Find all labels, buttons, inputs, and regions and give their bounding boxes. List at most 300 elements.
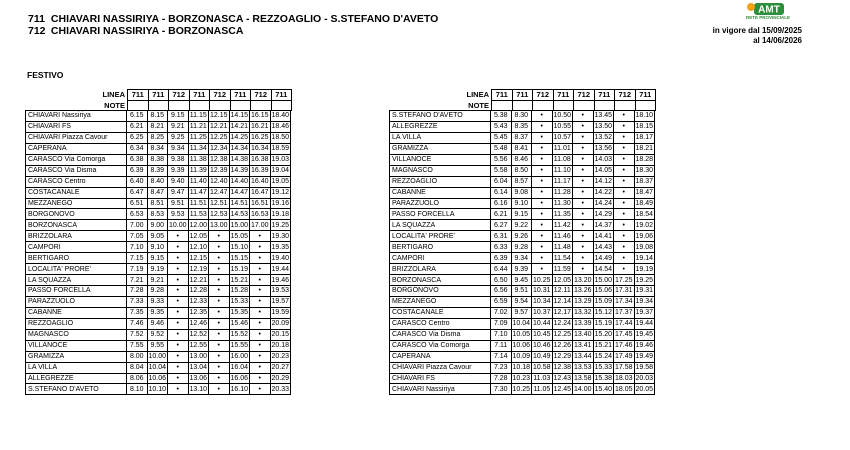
departure-time: • [168,362,189,373]
departure-time: 17.00 [250,221,269,229]
departure-time: 10.00 [168,221,187,229]
departure-time: 18.54 [635,210,654,218]
departure-time: • [573,198,594,209]
departure-time: 15.28 [230,287,249,295]
departure-time: 10.00 [148,353,167,361]
departure-time: • [209,329,230,340]
departure-time: 14.51 [230,199,249,207]
departure-time: 18.03 [614,374,633,382]
departure-time: 7.11 [491,340,512,351]
departure-time: 19.57 [271,298,290,306]
departure-time: 10.34 [532,298,551,306]
departure-time: 9.19 [147,264,168,275]
departure-time: 11.10 [553,167,571,175]
departure-time: 5.58 [491,165,512,176]
departure-time: 16.53 [250,210,269,218]
validity-from: in vigore dal 15/09/2025 [712,26,802,35]
departure-time: 6.16 [491,198,512,209]
departure-time: • [532,143,553,154]
departure-time: 12.45 [553,385,572,393]
departure-time: 12.25 [209,134,228,142]
departure-time: 19.34 [635,298,654,306]
day-type-label: FESTIVO [27,70,64,80]
departure-time: • [614,253,635,264]
validity-period [713,26,802,46]
departure-time: 12.28 [189,287,208,295]
departure-time: 10.05 [512,331,531,339]
departure-time: 9.28 [511,242,532,253]
table-row [26,176,291,187]
departure-time: 14.39 [230,167,249,175]
table-row [390,231,655,242]
departure-time: 8.30 [511,111,532,122]
amt-logo-icon [734,2,802,16]
departure-time: • [168,286,189,297]
stop-name: CHIAVARI Piazza Cavour [26,132,127,143]
departure-time: • [168,296,189,307]
table-row [390,121,655,132]
departure-time: • [532,253,553,264]
table-row [390,264,655,275]
departure-time: • [532,209,553,220]
logo-tagline: RETE PROVINCIALE [745,15,790,20]
departure-time: • [532,165,553,176]
inbound-timetable [389,110,655,395]
departure-time: 15.33 [230,298,249,306]
departure-time: 10.49 [532,353,551,361]
departure-time: 9.10 [511,198,532,209]
departure-time: 11.54 [553,254,571,262]
departure-time: 11.59 [553,265,571,273]
departure-time: • [250,373,271,384]
departure-time: 12.14 [553,298,572,306]
stop-name: BORGONOVO [26,209,127,220]
departure-time: 19.18 [271,210,290,218]
departure-time: • [168,329,189,340]
departure-time: 17.45 [614,331,633,339]
line-code: 711 [492,90,513,101]
departure-time: • [573,132,594,143]
departure-time: 15.05 [230,232,249,240]
departure-time: 11.35 [553,210,571,218]
line-code: 711 [148,90,169,101]
table-row [26,318,291,329]
departure-time: • [209,296,230,307]
departure-time: 5.38 [491,111,512,122]
departure-time: • [168,253,189,264]
departure-time: 7.10 [491,329,512,340]
departure-time: 11.40 [189,178,207,186]
departure-time: 17.37 [614,309,633,317]
departure-time: 8.39 [147,165,168,176]
departure-time: 19.14 [635,254,654,262]
departure-time: 9.47 [168,187,189,198]
departure-time: 19.46 [635,342,654,350]
departure-time: 9.38 [168,154,189,165]
departure-time: • [573,176,594,187]
departure-time: 17.58 [614,364,633,372]
departure-time: 12.10 [189,243,208,251]
departure-time: 9.35 [147,307,168,318]
departure-time: 13.00 [209,221,228,229]
departure-time: • [532,132,553,143]
table-row [26,307,291,318]
departure-time: 9.15 [511,209,532,220]
departure-time: • [250,307,271,318]
departure-time: 8.53 [147,209,168,220]
stop-name: CHIAVARI Nassiriya [390,384,491,395]
departure-time: 9.55 [147,340,168,351]
departure-time: 15.21 [230,276,249,284]
table-row [390,362,655,373]
departure-time: 10.06 [148,374,167,382]
route-title-712: 712 CHIAVARI NASSIRIYA - BORZONASCA [28,25,244,37]
departure-time: • [168,242,189,253]
table-row [26,384,291,395]
departure-time: 19.04 [271,167,290,175]
departure-time: 14.25 [230,134,249,142]
departure-time: • [209,384,230,395]
departure-time: • [250,340,271,351]
table-row [26,121,291,132]
departure-time: • [168,264,189,275]
departure-time: • [573,242,594,253]
departure-time: 20.18 [271,342,290,350]
departure-time: • [614,231,635,242]
departure-time: 16.10 [230,385,249,393]
table-row [26,264,291,275]
departure-time: 11.03 [533,374,551,382]
departure-time: • [573,209,594,220]
departure-time: 18.49 [635,199,654,207]
departure-time: 14.05 [594,167,613,175]
departure-time: 15.38 [594,374,613,382]
departure-time: • [209,242,230,253]
stop-name: MAGNASCO [26,329,127,340]
departure-time: 14.53 [230,210,249,218]
departure-time: 9.22 [511,220,532,231]
departure-time: 10.46 [532,342,551,350]
departure-time: • [573,143,594,154]
departure-time: 18.40 [271,112,290,120]
departure-time: 6.40 [127,176,148,187]
departure-time: • [168,275,189,286]
departure-time: 6.50 [491,275,512,286]
stop-name: CHIAVARI Nassiriya [26,111,127,122]
departure-time: 9.45 [511,275,532,286]
departure-time: 14.43 [594,243,613,251]
departure-time: 12.38 [209,156,228,164]
departure-time: 16.04 [230,364,249,372]
departure-time: 13.06 [189,374,208,382]
table-row [26,198,291,209]
stop-name: CHIAVARI FS [26,121,127,132]
departure-time: 10.10 [148,385,167,393]
table-row [390,154,655,165]
stop-name: LOCALITA' PRORE' [26,264,127,275]
departure-time: 19.58 [635,364,654,372]
table-row [26,132,291,143]
departure-time: 9.21 [168,121,189,132]
amt-logo [734,2,802,24]
departure-time: 16.39 [250,167,269,175]
departure-time: 12.33 [189,298,208,306]
departure-time: 10.31 [532,287,551,295]
departure-time: 14.24 [594,199,613,207]
departure-time: 12.24 [553,320,572,328]
departure-time: • [250,231,271,242]
departure-time: 14.54 [594,265,613,273]
stop-name: PARAZZUOLO [26,296,127,307]
line-code: 712 [574,90,595,101]
departure-time: 17.34 [614,298,633,306]
departure-time: 14.00 [573,385,592,393]
table-row [26,286,291,297]
linea-label: LINEA [466,90,489,100]
departure-time: 14.49 [594,254,613,262]
departure-time: • [614,242,635,253]
departure-time: 7.52 [127,329,148,340]
departure-time: 15.52 [230,331,249,339]
departure-time: 9.15 [168,111,189,122]
line-code: 712 [169,90,190,101]
departure-time: 7.05 [127,231,148,242]
departure-time: 9.28 [147,286,168,297]
departure-time: 20.03 [635,374,654,382]
departure-time: 15.12 [594,309,613,317]
departure-time: 6.21 [127,121,148,132]
departure-time: 8.41 [511,143,532,154]
departure-time: • [614,209,635,220]
stop-name: COSTACANALE [390,307,491,318]
departure-time: 6.56 [491,286,512,297]
departure-time: 6.39 [491,253,512,264]
note-label: NOTE [104,101,125,111]
stop-name: PASSO FORCELLA [26,286,127,297]
departure-time: 9.34 [168,143,189,154]
stop-name: REZZOAGLIO [390,176,491,187]
departure-time: 9.34 [511,253,532,264]
departure-time: 6.15 [127,111,148,122]
departure-time: 19.44 [635,320,654,328]
departure-time: 7.23 [491,362,512,373]
departure-time: 7.19 [127,264,148,275]
table-row [26,373,291,384]
table-row [26,165,291,176]
departure-time: 12.53 [209,210,228,218]
departure-time: 6.34 [127,143,148,154]
departure-time: 13.40 [573,331,592,339]
departure-time: 19.25 [271,221,290,229]
departure-time: 13.50 [594,123,613,131]
departure-time: • [209,318,230,329]
departure-time: 8.35 [511,121,532,132]
table-row [390,220,655,231]
departure-time: 11.21 [189,123,207,131]
departure-time: 11.48 [553,243,571,251]
stop-name: MAGNASCO [390,165,491,176]
departure-time: 6.47 [127,187,148,198]
departure-time: 10.58 [532,364,551,372]
departure-time: 10.18 [512,364,531,372]
departure-time: 18.28 [635,156,654,164]
departure-time: 20.29 [271,374,290,382]
departure-time: 15.00 [594,276,613,284]
stop-name: ALLEGREZZE [26,373,127,384]
departure-time: 6.04 [491,176,512,187]
stop-name: PASSO FORCELLA [390,209,491,220]
departure-time: • [532,176,553,187]
stop-name: CARASCO Centro [26,176,127,187]
stop-name: REZZOAGLIO [26,318,127,329]
stop-name: LA VILLA [26,362,127,373]
departure-time: 7.46 [127,318,148,329]
stop-name: BERTIGARO [26,253,127,264]
departure-time: 14.41 [594,232,613,240]
departure-time: 19.53 [271,287,290,295]
stop-name: ALLEGREZZE [390,121,491,132]
departure-time: • [573,154,594,165]
departure-time: 20.33 [271,385,290,393]
departure-time: • [532,242,553,253]
departure-time: 10.09 [512,353,531,361]
departure-time: 10.04 [148,364,167,372]
departure-time: 8.04 [127,362,148,373]
stop-name: COSTACANALE [26,187,127,198]
route-title-711: 711 CHIAVARI NASSIRIYA - BORZONASCA - REZZOAGLIO - S.STEFANO D'AVETO [28,13,439,25]
departure-time: 13.45 [594,112,613,120]
departure-time: • [532,264,553,275]
departure-time: 12.47 [209,189,228,197]
departure-time: 17.49 [614,353,633,361]
departure-time: 6.14 [491,187,512,198]
departure-time: 14.38 [230,156,249,164]
departure-time: 9.51 [168,198,189,209]
departure-time: 11.08 [553,156,571,164]
table-row [390,132,655,143]
departure-time: 12.51 [209,199,228,207]
departure-time: 7.21 [127,275,148,286]
departure-time: 8.51 [147,198,168,209]
departure-time: 11.25 [189,134,207,142]
departure-time: 15.19 [594,320,613,328]
stop-name: CHIAVARI Piazza Cavour [390,362,491,373]
line-code: 711 [189,90,210,101]
departure-time: 15.06 [594,287,613,295]
departure-time: • [532,121,553,132]
inbound-header [389,89,656,111]
departure-time: • [209,231,230,242]
departure-time: 12.25 [553,331,572,339]
departure-time: 14.47 [230,189,249,197]
departure-time: 12.15 [189,254,208,262]
departure-time: 12.05 [553,276,572,284]
departure-time: 19.31 [635,287,654,295]
line-code: 712 [615,90,636,101]
table-row [26,340,291,351]
departure-time: 8.40 [147,176,168,187]
departure-time: 13.04 [189,364,208,372]
departure-time: 7.14 [491,351,512,362]
stop-name: VILLANOCE [390,154,491,165]
departure-time: • [573,111,594,122]
departure-time: • [250,329,271,340]
departure-time: • [614,154,635,165]
departure-time: 15.55 [230,342,249,350]
departure-time: 9.26 [511,231,532,242]
stop-name: CAPERANA [26,143,127,154]
departure-time: 8.47 [147,187,168,198]
table-row [26,154,291,165]
svg-text:AMT: AMT [758,4,780,16]
departure-time: 15.20 [594,331,613,339]
stop-name: BRIZZOLARA [390,264,491,275]
departure-time: 6.27 [491,220,512,231]
linea-label: LINEA [102,90,125,100]
departure-time: • [614,121,635,132]
stop-name: CHIAVARI FS [390,373,491,384]
departure-time: 13.41 [573,342,592,350]
departure-time: 6.31 [491,231,512,242]
stop-name: BORGONOVO [390,286,491,297]
departure-time: • [614,264,635,275]
departure-time: • [168,351,189,362]
departure-time: 13.52 [594,134,613,142]
departure-time: 17.46 [614,342,633,350]
departure-time: • [614,198,635,209]
table-row [26,253,291,264]
table-row [390,111,655,122]
line-code: 712 [251,90,272,101]
departure-time: 15.21 [594,342,613,350]
departure-time: 12.40 [209,178,228,186]
departure-time: • [532,220,553,231]
departure-time: 8.25 [147,132,168,143]
departure-time: 19.46 [271,276,290,284]
departure-time: • [573,253,594,264]
departure-time: 15.19 [230,265,249,273]
table-row [390,275,655,286]
departure-time: 7.28 [127,286,148,297]
departure-time: 9.33 [147,296,168,307]
departure-time: • [573,220,594,231]
departure-time: 9.21 [147,275,168,286]
departure-time: 6.59 [491,296,512,307]
departure-time: 8.21 [147,121,168,132]
departure-time: 7.55 [127,340,148,351]
departure-time: 18.30 [635,167,654,175]
departure-time: 19.59 [271,309,290,317]
departure-time: 19.06 [635,232,654,240]
departure-time: • [250,384,271,395]
departure-time: • [209,275,230,286]
departure-time: 9.40 [168,176,189,187]
stop-name: GRAMIZZA [390,143,491,154]
departure-time: 8.37 [511,132,532,143]
departure-time: • [573,187,594,198]
departure-time: 9.15 [147,253,168,264]
departure-time: 9.54 [511,296,532,307]
departure-time: 10.06 [512,342,531,350]
departure-time: 7.15 [127,253,148,264]
stop-name: LOCALITA' PRORE' [390,231,491,242]
line-code: 711 [230,90,251,101]
stop-name: BORZONASCA [26,220,127,231]
departure-time: • [614,132,635,143]
departure-time: 16.34 [250,145,269,153]
departure-time: • [168,384,189,395]
departure-time: 18.05 [614,385,633,393]
